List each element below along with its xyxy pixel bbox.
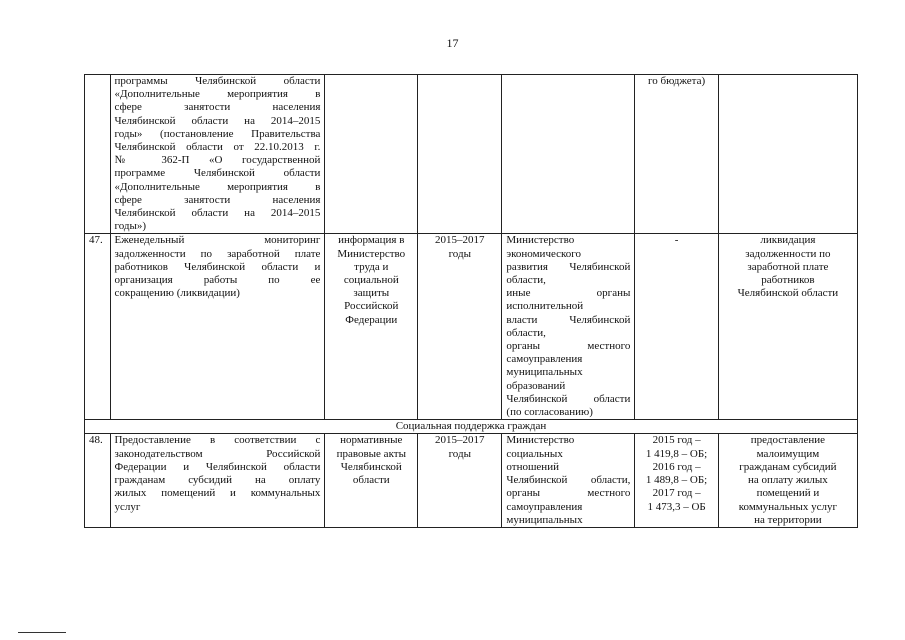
table-row [85,434,858,527]
cell-line: заработной плате [747,260,829,273]
table-row [85,234,858,420]
cell-line: исполнительной [506,300,584,313]
cell-line: образований [506,379,566,392]
cell-line: задолженности по [745,247,831,260]
cell-line: организация работы по ее [114,274,321,287]
funding-cell [635,434,718,527]
cell-line: 1 489,8 – ОБ; [645,474,708,487]
description-cell [110,234,325,420]
row-number: 47. [85,234,111,420]
table-body [85,75,858,528]
document-cell [325,75,418,234]
cell-line: жилых помещений и коммунальных [114,487,321,500]
cell-line: отношений [506,460,559,473]
executor-cell [502,434,635,527]
cell-line: законодательством Российской [114,447,321,460]
cell-line: № 362-П «О государственной [114,154,321,167]
cell-line: 1 473,3 – ОБ [647,500,706,513]
document-cell [325,234,418,420]
cell-line: предоставление [750,434,826,447]
cell-line: - [674,234,679,247]
cell-line: годы») [114,220,147,233]
cell-line: гражданам субсидий [739,460,837,473]
cell-line: области, [506,274,546,287]
cell-line: Челябинской области [737,287,839,300]
cell-line: 2015–2017 [435,434,485,447]
executor-cell [502,75,635,234]
cell-line: Челябинской области, [506,474,631,487]
cell-line: самоуправления [506,353,583,366]
document-cell [325,434,418,527]
cell-line: программе Челябинской области [114,167,321,180]
cell-line: сфере занятости населения [114,193,321,206]
period-cell [418,75,502,234]
cell-line: Челябинской области [506,392,631,405]
cell-line: малоимущим [756,447,820,460]
cell-line: нормативные [340,434,403,447]
cell-line: области, [506,326,546,339]
cell-line: социальных [506,447,563,460]
cell-line: помещений и [756,487,820,500]
cell-line: ликвидация [760,234,816,247]
result-cell [718,434,857,527]
cell-line: информация в [338,234,405,247]
cell-line: защиты [353,287,390,300]
cell-line: программы Челябинской области [114,75,321,87]
cell-line: работников [761,274,815,287]
cell-line: Челябинской области от 22.10.2013 г. [114,141,321,154]
measures-table [84,74,858,528]
cell-line: 2015 год – [652,434,701,447]
cell-line: Министерство [337,247,406,260]
page-number: 17 [446,36,459,50]
cell-line: Челябинской области на 2014–2015 [114,207,321,220]
cell-line: Российской [344,300,399,313]
cell-line: Министерство [506,234,575,247]
cell-line: годы [448,247,471,260]
cell-line: Челябинской [340,460,402,473]
cell-line: го бюджета) [648,75,706,87]
cell-line: гражданам субсидий на оплату [114,474,321,487]
cell-line: экономического [506,247,582,260]
description-cell [110,434,325,527]
cell-line: труда и [354,260,389,273]
cell-line: области [352,474,390,487]
executor-cell [502,234,635,420]
cell-line: Еженедельный мониторинг [114,234,321,247]
footnote-rule [18,632,66,633]
row-number: 48. [85,434,111,527]
cell-line: власти Челябинской [506,313,631,326]
cell-line: муниципальных [506,366,583,379]
cell-line: развития Челябинской [506,260,631,273]
section-title: Социальная поддержка граждан [85,420,858,434]
cell-line: работников Челябинской области и [114,260,321,273]
cell-line: (по согласованию) [506,406,593,419]
cell-line: «Дополнительные мероприятия в [114,88,321,101]
cell-line: услуг [114,500,141,513]
cell-line: на территории [754,513,822,526]
result-cell [718,234,857,420]
cell-line: «Дополнительные мероприятия в [114,180,321,193]
cell-line: годы [448,447,471,460]
cell-line: 1 419,8 – ОБ; [645,447,708,460]
cell-line: органы местного [506,487,631,500]
cell-line: органы местного [506,340,631,353]
cell-line: муниципальных [506,513,583,526]
cell-line: иные органы [506,287,631,300]
cell-line: 2016 год – [652,460,701,473]
cell-line: задолженности по заработной плате [114,247,321,260]
cell-line: 2015–2017 [435,234,485,247]
cell-line: Федерации и Челябинской области [114,460,321,473]
cell-line: коммунальных услуг [738,500,838,513]
funding-cell [635,234,718,420]
cell-line: Министерство [506,434,575,447]
cell-line: годы» (постановление Правительства [114,127,321,140]
cell-line: Федерации [345,313,398,326]
description-cell [110,75,325,234]
section-row [85,420,858,434]
cell-line: Челябинской области на 2014–2015 [114,114,321,127]
cell-line: правовые акты [336,447,406,460]
cell-line: сфере занятости населения [114,101,321,114]
cell-line: социальной [343,274,399,287]
result-cell [718,75,857,234]
cell-line: самоуправления [506,500,583,513]
period-cell [418,434,502,527]
cell-line: 2017 год – [652,487,701,500]
cell-line: сокращению (ликвидации) [114,287,240,300]
period-cell [418,234,502,420]
cell-line: на оплату жилых [748,474,828,487]
cell-line: Предоставление в соответствии с [114,434,321,447]
table-row [85,75,858,234]
row-number [85,75,111,234]
funding-cell [635,75,718,234]
